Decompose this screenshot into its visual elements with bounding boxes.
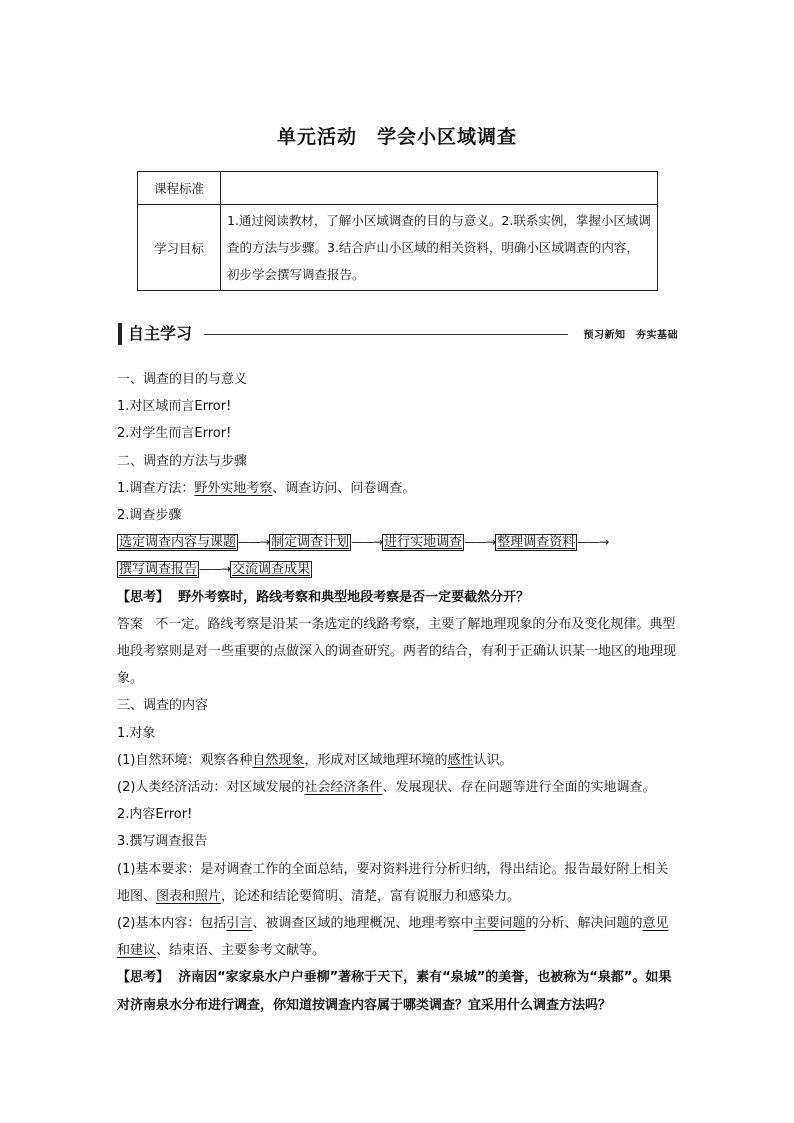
blank-answer: 图表和照片 bbox=[156, 888, 222, 904]
heading-purpose: 一、调查的目的与意义 bbox=[117, 372, 248, 387]
learning-goals-label: 学习目标 bbox=[138, 205, 221, 291]
arrow-icon: ——→ bbox=[351, 535, 383, 550]
section-header bbox=[118, 322, 678, 346]
steps-flow-row1 bbox=[117, 529, 679, 556]
blank-answer: 意见和建议 bbox=[117, 916, 669, 959]
para-content: 2.内容Error! bbox=[117, 807, 193, 823]
step-box: 整理调查资料 bbox=[497, 535, 576, 551]
page-title: 单元活动 学会小区域调查 bbox=[276, 126, 517, 148]
blank-answer: 野外实地考察 bbox=[194, 480, 273, 496]
para-basic-content: (2)基本内容：包括引言、被调查区域的地理概况、地理考察中主要问题的分析、解决问题的意见和建议、结束语、主要参考文献等。 bbox=[117, 916, 669, 959]
para-object: 1.对象 bbox=[117, 725, 156, 741]
course-standard-text bbox=[221, 172, 658, 205]
arrow-icon: ——→ bbox=[199, 562, 231, 577]
steps-flow-row2 bbox=[117, 556, 679, 583]
para-report: 3.撰写调查报告 bbox=[117, 834, 208, 850]
course-standard-label: 课程标准 bbox=[138, 172, 221, 205]
step-box: 进行实地调查 bbox=[384, 535, 463, 551]
para-natural: (1)自然环境：观察各种自然现象，形成对区域地理环境的感性认识。 bbox=[117, 752, 513, 768]
table-row bbox=[138, 205, 658, 291]
section-subtitle: 预习新知 夯实基础 bbox=[583, 330, 678, 341]
table-row bbox=[138, 172, 658, 205]
think-question-2: 【思考】 济南因“家家泉水户户垂柳”著称于天下，素有“泉城”的美誉，也被称为“泉都”。如果对济南泉水分布进行调查，你知道按调查内容属于哪类调查？宜采用什么调查方法吗？ bbox=[117, 970, 672, 1013]
para-region: 1.对区域而言Error! bbox=[117, 399, 232, 415]
para-steps-title: 2.调查步骤 bbox=[117, 508, 182, 524]
goals-table bbox=[137, 171, 658, 291]
section-marker bbox=[118, 323, 122, 345]
step-box: 制定调查计划 bbox=[271, 535, 350, 551]
think-question-1: 【思考】 野外考察时，路线考察和典型地段考察是否一定要截然分开？ bbox=[117, 589, 530, 605]
blank-answer: 主要问题 bbox=[473, 916, 526, 932]
step-box: 选定调查内容与课题 bbox=[119, 535, 237, 551]
step-box: 撰写调查报告 bbox=[119, 562, 198, 578]
main-content bbox=[117, 366, 679, 1019]
blank-answer: 自然现象 bbox=[252, 752, 305, 768]
blank-answer: 引言 bbox=[226, 916, 253, 932]
section-label: 自主学习 bbox=[128, 324, 193, 343]
arrow-icon: ——→ bbox=[238, 535, 270, 550]
para-methods: 1.调查方法：野外实地考察、调查访问、问卷调查。 bbox=[117, 480, 416, 496]
learning-goals-text: 1.通过阅读教材，了解小区域调查的目的与意义。2.联系实例，掌握小区域调查的方法与步骤。3.结合庐山小区域的相关资料，明确小区域调查的内容，初步学会撰写调查报告。 bbox=[221, 205, 658, 291]
blank-answer: 社会经济条件 bbox=[304, 780, 383, 796]
para-economic: (2)人类经济活动：对区域发展的社会经济条件、发展现状、存在问题等进行全面的实地调查。 bbox=[117, 780, 656, 796]
para-requirements: (1)基本要求：是对调查工作的全面总结，要对资料进行分析归纳，得出结论。报告最好附上相关地图、图表和照片，论述和结论要简明、清楚，富有说服力和感染力。 bbox=[117, 861, 669, 904]
answer-1: 答案 不一定。路线考察是沿某一条选定的线路考察，主要了解地理现象的分布及变化规律。典型地段考察则是对一些重要的点做深入的调查研究。两者的结合，有利于正确认识某一地区的地理现象。 bbox=[117, 616, 677, 687]
heading-methods: 二、调查的方法与步骤 bbox=[117, 453, 248, 469]
heading-content: 三、调查的内容 bbox=[117, 698, 209, 714]
blank-answer: 感性 bbox=[447, 752, 474, 768]
arrow-icon: ——→ bbox=[464, 535, 496, 550]
arrow-icon: ——→ bbox=[577, 535, 609, 550]
para-student: 2.对学生而言Error! bbox=[117, 426, 232, 442]
section-divider bbox=[204, 334, 568, 335]
step-box: 交流调查成果 bbox=[232, 562, 311, 578]
